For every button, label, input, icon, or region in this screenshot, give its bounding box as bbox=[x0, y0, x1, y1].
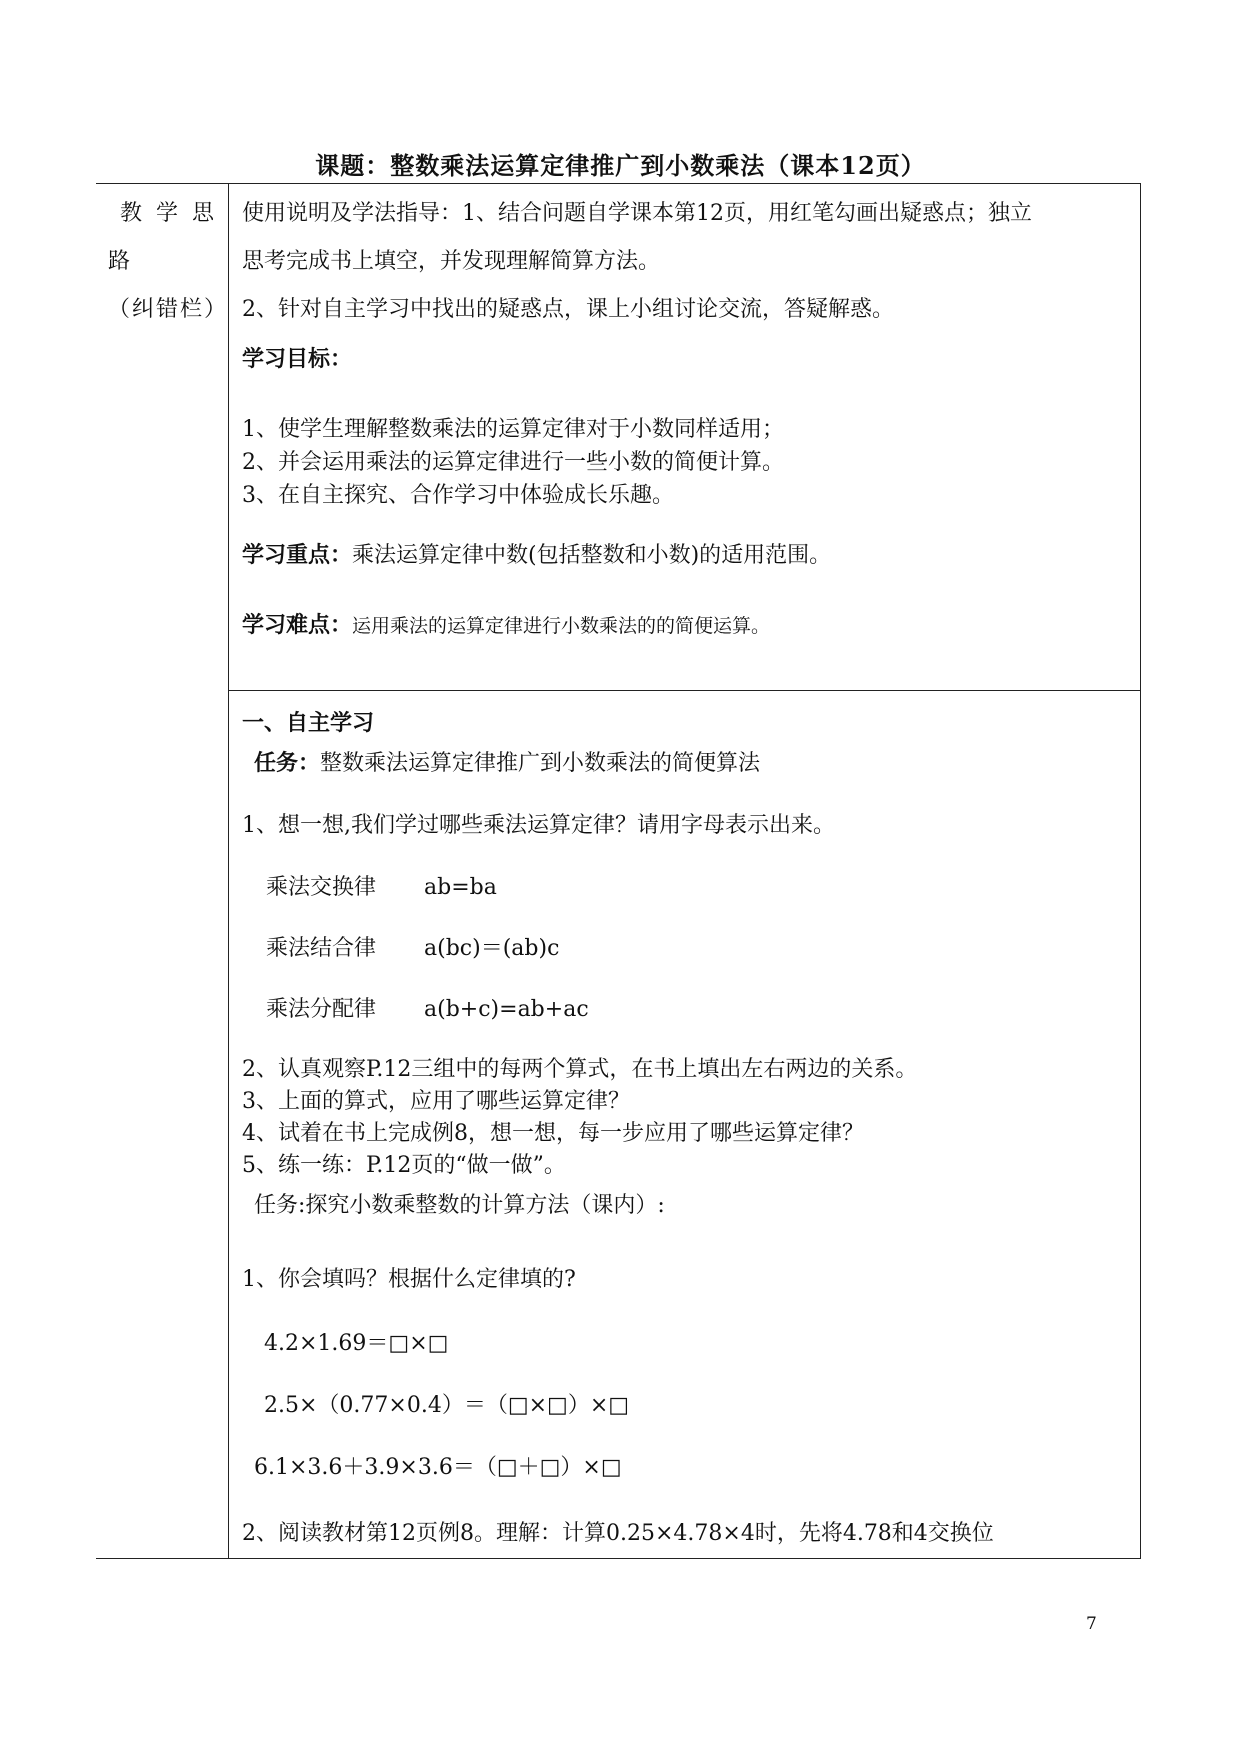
difficulty-label: 学习难点： bbox=[242, 612, 353, 638]
task-2: 任务:探究小数乘整数的计算方法（课内）: bbox=[254, 1193, 665, 1218]
left-column-line2: 路 bbox=[108, 249, 131, 274]
left-column-line1: 教学思 bbox=[119, 201, 228, 226]
page-title: 课题：整数乘法运算定律推广到小数乘法（课本12页） bbox=[315, 151, 926, 180]
question-1: 1、想一想,我们学过哪些乘法运算定律？请用字母表示出来。 bbox=[242, 813, 835, 838]
section-divider bbox=[228, 690, 1141, 691]
law-formula: a(bc)＝(ab)c bbox=[424, 936, 560, 961]
goals-heading: 学习目标： bbox=[242, 346, 353, 372]
task-line bbox=[254, 746, 760, 777]
equation-3: 6.1×3.6＋3.9×3.6＝（□＋□）×□ bbox=[254, 1455, 622, 1480]
task-label: 任务： bbox=[254, 750, 321, 776]
table-right-border bbox=[1140, 183, 1141, 1559]
goal-item-2: 2、并会运用乘法的运算定律进行一些小数的简便计算。 bbox=[242, 450, 784, 475]
focus-line bbox=[242, 538, 831, 569]
self-study-heading: 一、自主学习 bbox=[242, 710, 375, 736]
equation-1: 4.2×1.69＝□×□ bbox=[264, 1331, 449, 1356]
instructions-line1: 使用说明及学法指导：1、结合问题自学课本第12页，用红笔勾画出疑惑点；独立 bbox=[242, 201, 1032, 226]
law-name: 乘法结合律 bbox=[266, 936, 377, 961]
left-column bbox=[100, 190, 228, 334]
focus-label: 学习重点： bbox=[242, 542, 353, 568]
law-distributive bbox=[266, 992, 589, 1023]
goal-item-3: 3、在自主探究、合作学习中体验成长乐趣。 bbox=[242, 483, 674, 508]
task-text: 整数乘法运算定律推广到小数乘法的简便算法 bbox=[320, 751, 761, 776]
law-associative bbox=[266, 931, 559, 962]
table-top-border bbox=[96, 183, 1141, 184]
page-number: 7 bbox=[1086, 1614, 1097, 1634]
difficulty-line bbox=[242, 608, 770, 639]
reading-question: 2、阅读教材第12页例8。理解：计算0.25×4.78×4时，先将4.78和4交换位 bbox=[242, 1521, 994, 1546]
law-commutative bbox=[266, 870, 497, 901]
question-4: 4、试着在书上完成例8，想一想，每一步应用了哪些运算定律？ bbox=[242, 1121, 864, 1146]
law-name: 乘法交换律 bbox=[266, 875, 377, 900]
equation-2: 2.5×（0.77×0.4）＝（□×□）×□ bbox=[264, 1393, 630, 1418]
column-divider bbox=[228, 183, 229, 1559]
goal-item-1: 1、使学生理解整数乘法的运算定律对于小数同样适用； bbox=[242, 417, 784, 442]
focus-text: 乘法运算定律中数(包括整数和小数)的适用范围。 bbox=[352, 543, 832, 568]
instructions-line3: 2、针对自主学习中找出的疑惑点，课上小组讨论交流，答疑解惑。 bbox=[242, 297, 894, 322]
question-2: 2、认真观察P.12三组中的每两个算式，在书上填出左右两边的关系。 bbox=[242, 1057, 918, 1082]
law-formula: a(b+c)=ab+ac bbox=[424, 997, 589, 1022]
difficulty-text: 运用乘法的运算定律进行小数乘法的的简便运算。 bbox=[352, 615, 771, 637]
question-3: 3、上面的算式，应用了哪些运算定律？ bbox=[242, 1089, 630, 1114]
instructions-line2: 思考完成书上填空，并发现理解简算方法。 bbox=[242, 249, 661, 274]
table-bottom-border bbox=[96, 1558, 1141, 1559]
question-5: 5、练一练：P.12页的“做一做”。 bbox=[242, 1153, 566, 1178]
fill-question: 1、你会填吗？根据什么定律填的? bbox=[242, 1267, 576, 1292]
left-column-line3: （纠错栏） bbox=[107, 297, 228, 322]
law-name: 乘法分配律 bbox=[266, 997, 377, 1022]
law-formula: ab=ba bbox=[424, 875, 497, 900]
